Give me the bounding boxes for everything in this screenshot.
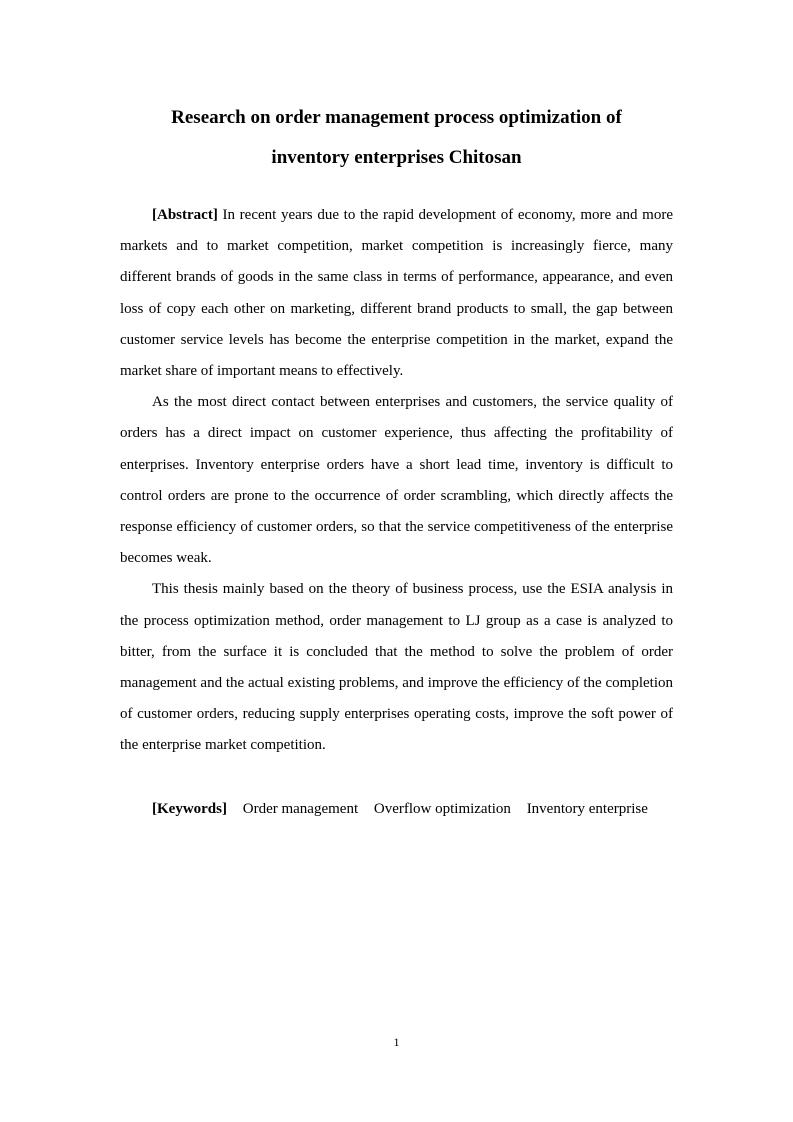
keyword-item: Inventory enterprise (526, 801, 648, 817)
page-number: 1 (393, 1035, 400, 1049)
abstract-paragraph-1 (120, 200, 673, 387)
keyword-item: Overflow optimization (373, 801, 511, 817)
abstract-section (120, 200, 673, 762)
title-line-2: inventory enterprises Chitosan (271, 147, 522, 168)
paper-title (100, 98, 693, 178)
abstract-paragraph-2: As the most direct contact between enterprises and customers, the service quality of orders has a direct impact on customer experience, thus affecting the profitability of enterprises. Inventory enterprise orders have a short lead time, inventory is difficult to control orders are prone to the occurrence of order scrambling, which directly affects the response efficiency of customer orders, so that the service competitiveness of the enterprise becomes weak. (120, 394, 673, 567)
abstract-label: [Abstract] (152, 207, 218, 223)
title-line-1: Research on order management process optimization of (171, 107, 622, 128)
keywords-label: [Keywords] (152, 801, 227, 817)
keyword-item: Order management (242, 801, 359, 817)
abstract-paragraph-3: This thesis mainly based on the theory of business process, use the ESIA analysis in the process optimization method, order management to LJ group as a case is analyzed to bitter, from the surface it is concluded that the method to solve the problem of order management and the actual existing problems, and improve the efficiency of the completion of customer orders, reducing supply enterprises operating costs, improve the soft power of the enterprise market competition. (120, 581, 673, 754)
keywords-section (152, 794, 648, 825)
abstract-paragraph-1-text: In recent years due to the rapid development of economy, more and more markets and to market competition, market competition is increasingly fierce, many different brands of goods in the same class in terms of performance, appearance, and even loss of copy each other on marketing, different brand products to small, the gap between customer service levels has become the enterprise competition in the market, expand the market share of important means to effectively. (120, 207, 673, 380)
